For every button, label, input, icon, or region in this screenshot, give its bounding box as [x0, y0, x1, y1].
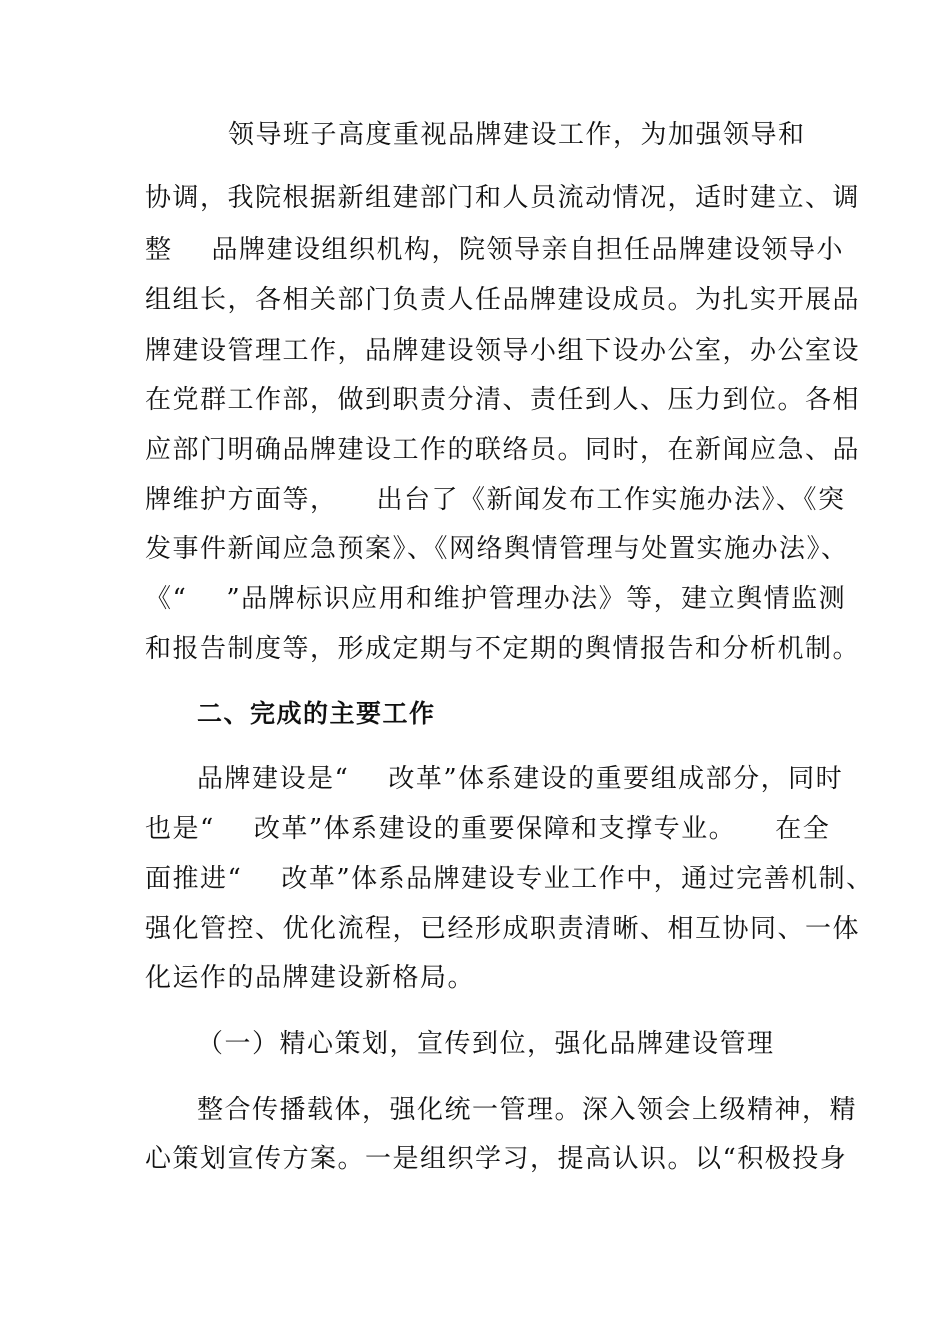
paragraph-line: 整合传播载体，强化统一管理。深入领会上级精神，精	[197, 1095, 858, 1125]
paragraph-line: 面推进“ 改革”体系品牌建设专业工作中，通过完善机制、	[145, 864, 874, 894]
subsection-heading: （一）精心策划，宣传到位，强化品牌建设管理	[197, 1029, 775, 1059]
paragraph-line: 牌建设管理工作，品牌建设领导小组下设办公室，办公室设	[145, 336, 861, 366]
paragraph-line: 在党群工作部，做到职责分清、责任到人、压力到位。各相	[145, 385, 861, 415]
paragraph-line: 品牌建设是“ 改革”体系建设的重要组成部分，同时	[197, 764, 844, 794]
paragraph-line: 化运作的品牌建设新格局。	[145, 963, 476, 993]
paragraph-line: 发事件新闻应急预案》、《网络舆情管理与处置实施办法》、	[145, 534, 849, 564]
paragraph-line: 应部门明确品牌建设工作的联络员。同时，在新闻应急、品	[145, 435, 861, 465]
paragraph-line: 心策划宣传方案。一是组织学习，提高认识。以“积极投身	[145, 1144, 848, 1174]
paragraph-line: 和报告制度等，形成定期与不定期的舆情报告和分析机制。	[145, 634, 861, 664]
paragraph-line: 牌维护方面等， 出台了《新闻发布工作实施办法》、《突	[145, 485, 846, 515]
paragraph-line: 强化管控、优化流程，已经形成职责清晰、相互协同、一体	[145, 914, 861, 944]
paragraph-line: 领导班子高度重视品牌建设工作，为加强领导和	[228, 120, 806, 150]
paragraph-line: 组组长，各相关部门负责人任品牌建设成员。为扎实开展品	[145, 285, 861, 315]
paragraph-line: 协调，我院根据新组建部门和人员流动情况，适时建立、调	[145, 183, 861, 213]
paragraph-line: 《“ ”品牌标识应用和维护管理办法》等，建立舆情监测	[145, 584, 847, 614]
section-heading: 二、完成的主要工作	[197, 699, 436, 728]
paragraph-line: 整 品牌建设组织机构，院领导亲自担任品牌建设领导小	[145, 235, 845, 265]
paragraph-line: 也是“ 改革”体系建设的重要保障和支撑专业。 在全	[145, 814, 831, 844]
